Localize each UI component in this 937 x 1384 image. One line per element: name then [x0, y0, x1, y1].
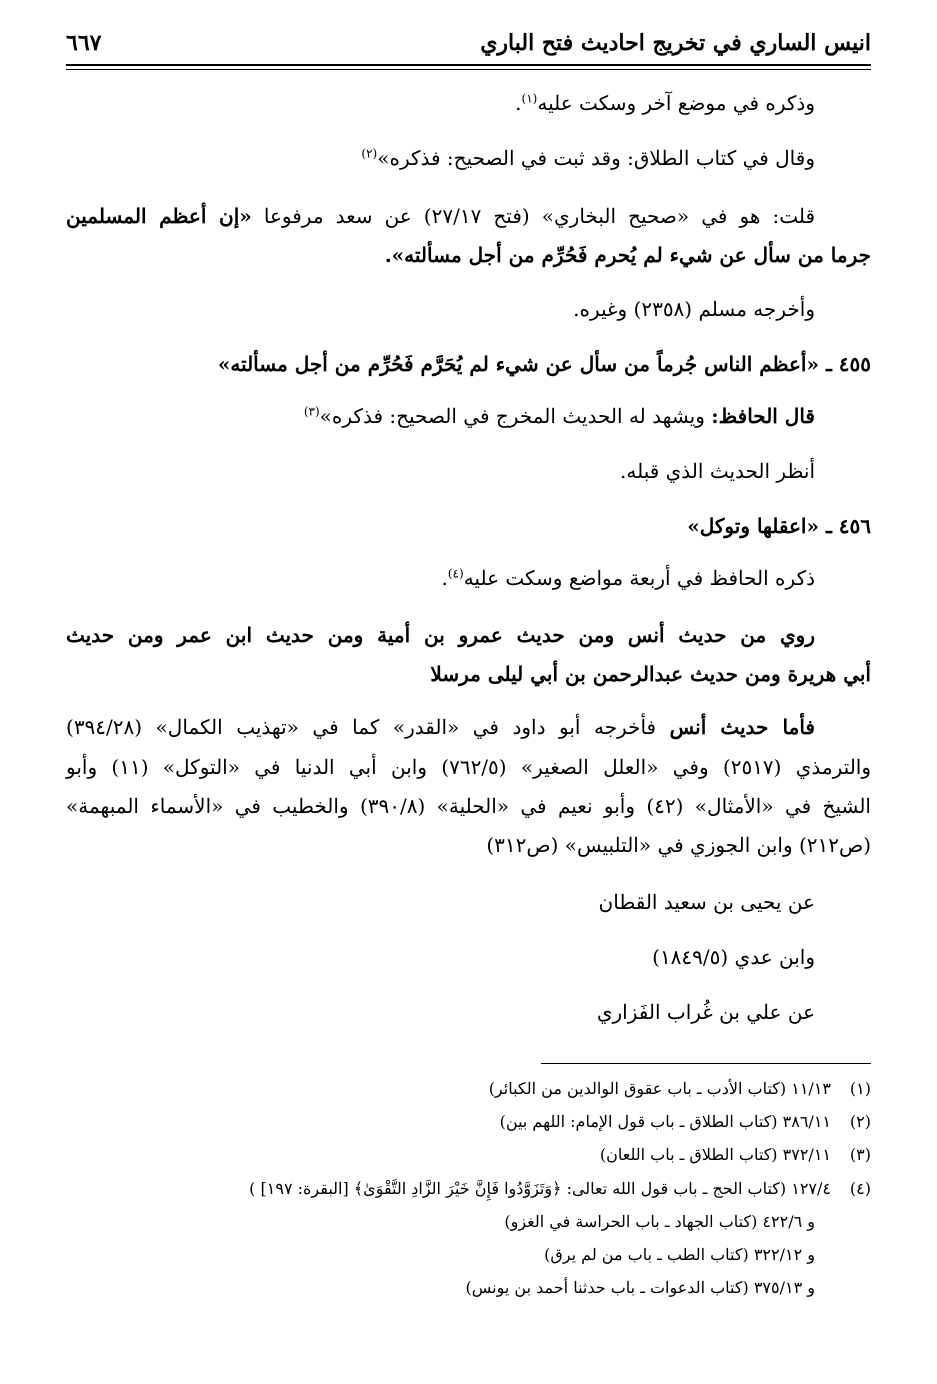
- book-title: انيس الساري في تخريج احاديث فتح الباري: [480, 30, 871, 56]
- body-line-5: وأخرجه مسلم (٢٣٥٨) وغيره.: [573, 297, 815, 321]
- hadith-heading-456: ٤٥٦ ـ «اعقلها وتوكل»: [687, 514, 871, 538]
- body-line-16: وابن عدي (١٨٤٩/٥): [652, 945, 815, 969]
- footnote-separator: [541, 1063, 871, 1064]
- footnote-2: (٢)٣٨٦/١١ (كتاب الطلاق ـ باب قول الإمام: اللهم بين): [499, 1112, 871, 1131]
- footnote-4-sub-2: و ٣٢٢/١٢ (كتاب الطب ـ باب من لم يرق): [544, 1245, 815, 1264]
- body-line-4: جرما من سأل عن شيء لم يُحرم فَحُرِّم من أجل مسألته».: [384, 243, 871, 267]
- body-line-6: قال الحافظ: ويشهد له الحديث المخرج في الصحيح: فذكره»$^{(٣)}$: [303, 404, 815, 428]
- body-line-14: (ص٢١٢) وابن الجوزي في «التلبيس» (ص٣١٢): [486, 833, 871, 857]
- body-line-9: روي من حديث أنس ومن حديث عمرو بن أمية ومن حديث ابن عمر ومن حديث: [66, 623, 815, 647]
- body-line-10: أبي هريرة ومن حديث عبدالرحمن بن أبي ليلى مرسلا: [430, 662, 871, 686]
- footnote-4: (٤)١٢٧/٤ (كتاب الحج ـ باب قول الله تعالى: ﴿وَتَزَوَّدُوا فَإِنَّ خَيْرَ الزَّادِ التَّقْوَىٰ﴾ [البقرة: ١٩٧] ): [249, 1179, 871, 1198]
- footnote-ref-3: (٣): [303, 404, 320, 419]
- body-line-15: عن يحيى بن سعيد القطان: [598, 890, 815, 914]
- body-line-12: والترمذي (٢٥١٧) وفي «العلل الصغير» (٧٦٢/٥) وابن أبي الدنيا في «التوكل» (١١) وأبو: [66, 755, 872, 779]
- footnote-4-sub-3: و ٣٧٥/١٣ (كتاب الدعوات ـ باب حدثنا أحمد بن يونس): [465, 1278, 815, 1297]
- footnote-ref-1: (١): [521, 91, 538, 106]
- body-line-7: أنظر الحديث الذي قبله.: [620, 459, 815, 483]
- footnote-1: (١)١١/١٣ (كتاب الأدب ـ باب عقوق الوالدين من الكبائر): [488, 1079, 871, 1098]
- header-rule-thick: [66, 64, 871, 66]
- body-line-17: عن علي بن غُراب الفَزاري: [596, 1000, 815, 1024]
- body-line-8: ذكره الحافظ في أربعة مواضع وسكت عليه$^{(٤)}$.: [441, 566, 815, 590]
- footnote-3: (٣)٣٧٢/١١ (كتاب الطلاق ـ باب اللعان): [599, 1145, 871, 1164]
- footnote-ref-2: (٢): [361, 146, 378, 161]
- body-line-2: وقال في كتاب الطلاق: وقد ثبت في الصحيح: فذكره»$^{(٢)}$: [361, 146, 815, 170]
- footnote-4-sub-1: و ٤٢٢/٦ (كتاب الجهاد ـ باب الحراسة في الغزو): [504, 1212, 815, 1231]
- running-header: [66, 26, 871, 62]
- hadith-heading-455: ٤٥٥ ـ «أعظم الناس جُرماً من سأل عن شيء لم يُحَرَّم فَحُرِّم من أجل مسألته»: [217, 352, 871, 376]
- body-line-1: وذكره في موضع آخر وسكت عليه$^{(١)}$.: [515, 91, 815, 115]
- body-line-13: الشيخ في «الأمثال» (٤٢) وأبو نعيم في «الحلية» (٣٩٠/٨) والخطيب في «الأسماء المبهمة»: [66, 794, 871, 818]
- footnote-ref-4: (٤): [447, 566, 464, 581]
- header-rule-thin: [66, 69, 871, 70]
- body-line-3: قلت: هو في «صحيح البخاري» (فتح ٢٧/١٧) عن سعد مرفوعا «إن أعظم المسلمين: [66, 204, 816, 228]
- page-number: ٦٦٧: [66, 30, 102, 56]
- body-line-11: فأما حديث أنس فأخرجه أبو داود في «القدر» كما في «تهذيب الكمال» (٣٩٤/٢٨): [66, 715, 815, 739]
